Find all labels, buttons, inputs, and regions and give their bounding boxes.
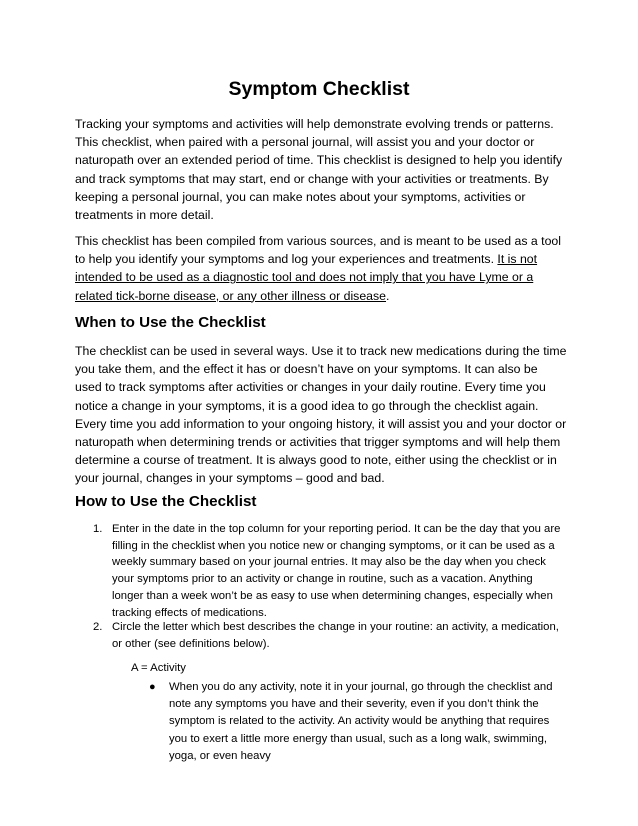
how-heading: How to Use the Checklist (75, 493, 257, 510)
how-step-2 (93, 619, 565, 652)
when-paragraph: The checklist can be used in several ways. Use it to track new medications during the time you take them, and the effect it has or doesn’t have on your symptoms. It can also be used to track symptoms after activities or changes in your daily routine. Every time you notice a change in your symptoms, it is a good idea to go through the checklist again. Every time you add information to your ongoing history, it will assist you and your doctor or naturopath when determining trends or activities that trigger symptoms and will help them determine a course of treatment. It is always good to note, either using the checklist or in your journal, changes in your symptoms – good and bad. (75, 344, 567, 486)
activity-label: A = Activity (131, 662, 186, 674)
step-text: Enter in the date in the top column for your reporting period. It can be the day that you are filling in the checklist when you notice new or changing symptoms, or it can be used as a weekly summary based on your journal entries. It may also be the day when you check your symptoms prior to an activity or change in routine, such as a vacation. Anything longer than a week won’t be as easy to use when determining changes, especially when tracking effects of medications. (112, 523, 561, 619)
bullet-dot-icon: ● (149, 681, 156, 693)
disclaimer-underlined-text: It is not intended to be used as a diagnostic tool and does not imply that you have Lyme or a related tick-borne disease, or any other illness or disease (75, 252, 538, 303)
when-heading: When to Use the Checklist (75, 314, 266, 331)
step-number: 2. (93, 621, 103, 633)
step-number: 1. (93, 523, 103, 535)
step-text: Circle the letter which best describes the change in your routine: an activity, a medication, or other (see definitions below). (112, 621, 559, 650)
how-step-1 (93, 521, 565, 621)
page-title: Symptom Checklist (228, 78, 410, 100)
disclaimer-text: This checklist has been compiled from various sources, and is meant to be used as a tool to help you identify your symptoms and log your experiences and treatments. (75, 234, 561, 267)
disclaimer-period: . (386, 288, 390, 303)
disclaimer-paragraph (75, 232, 567, 305)
intro-paragraph: Tracking your symptoms and activities will help demonstrate evolving trends or patterns. This checklist, when paired with a personal journal, will assist you and your doctor or naturopath over an extended period of time. This checklist is designed to help you identify and track symptoms that may start, end or change with your activities or treatments. By keeping a personal journal, you can make notes about your symptoms, activities or treatments in more detail. (75, 117, 563, 223)
bullet-text: When you do any activity, note it in your journal, go through the checklist and note any symptoms you have and their severity, even if you don’t think the symptom is related to the activity. An activity would be anything that requires you to exert a little more energy than usual, such as a long walk, swimming, yoga, or even heavy (169, 681, 553, 762)
activity-bullet (149, 679, 569, 765)
